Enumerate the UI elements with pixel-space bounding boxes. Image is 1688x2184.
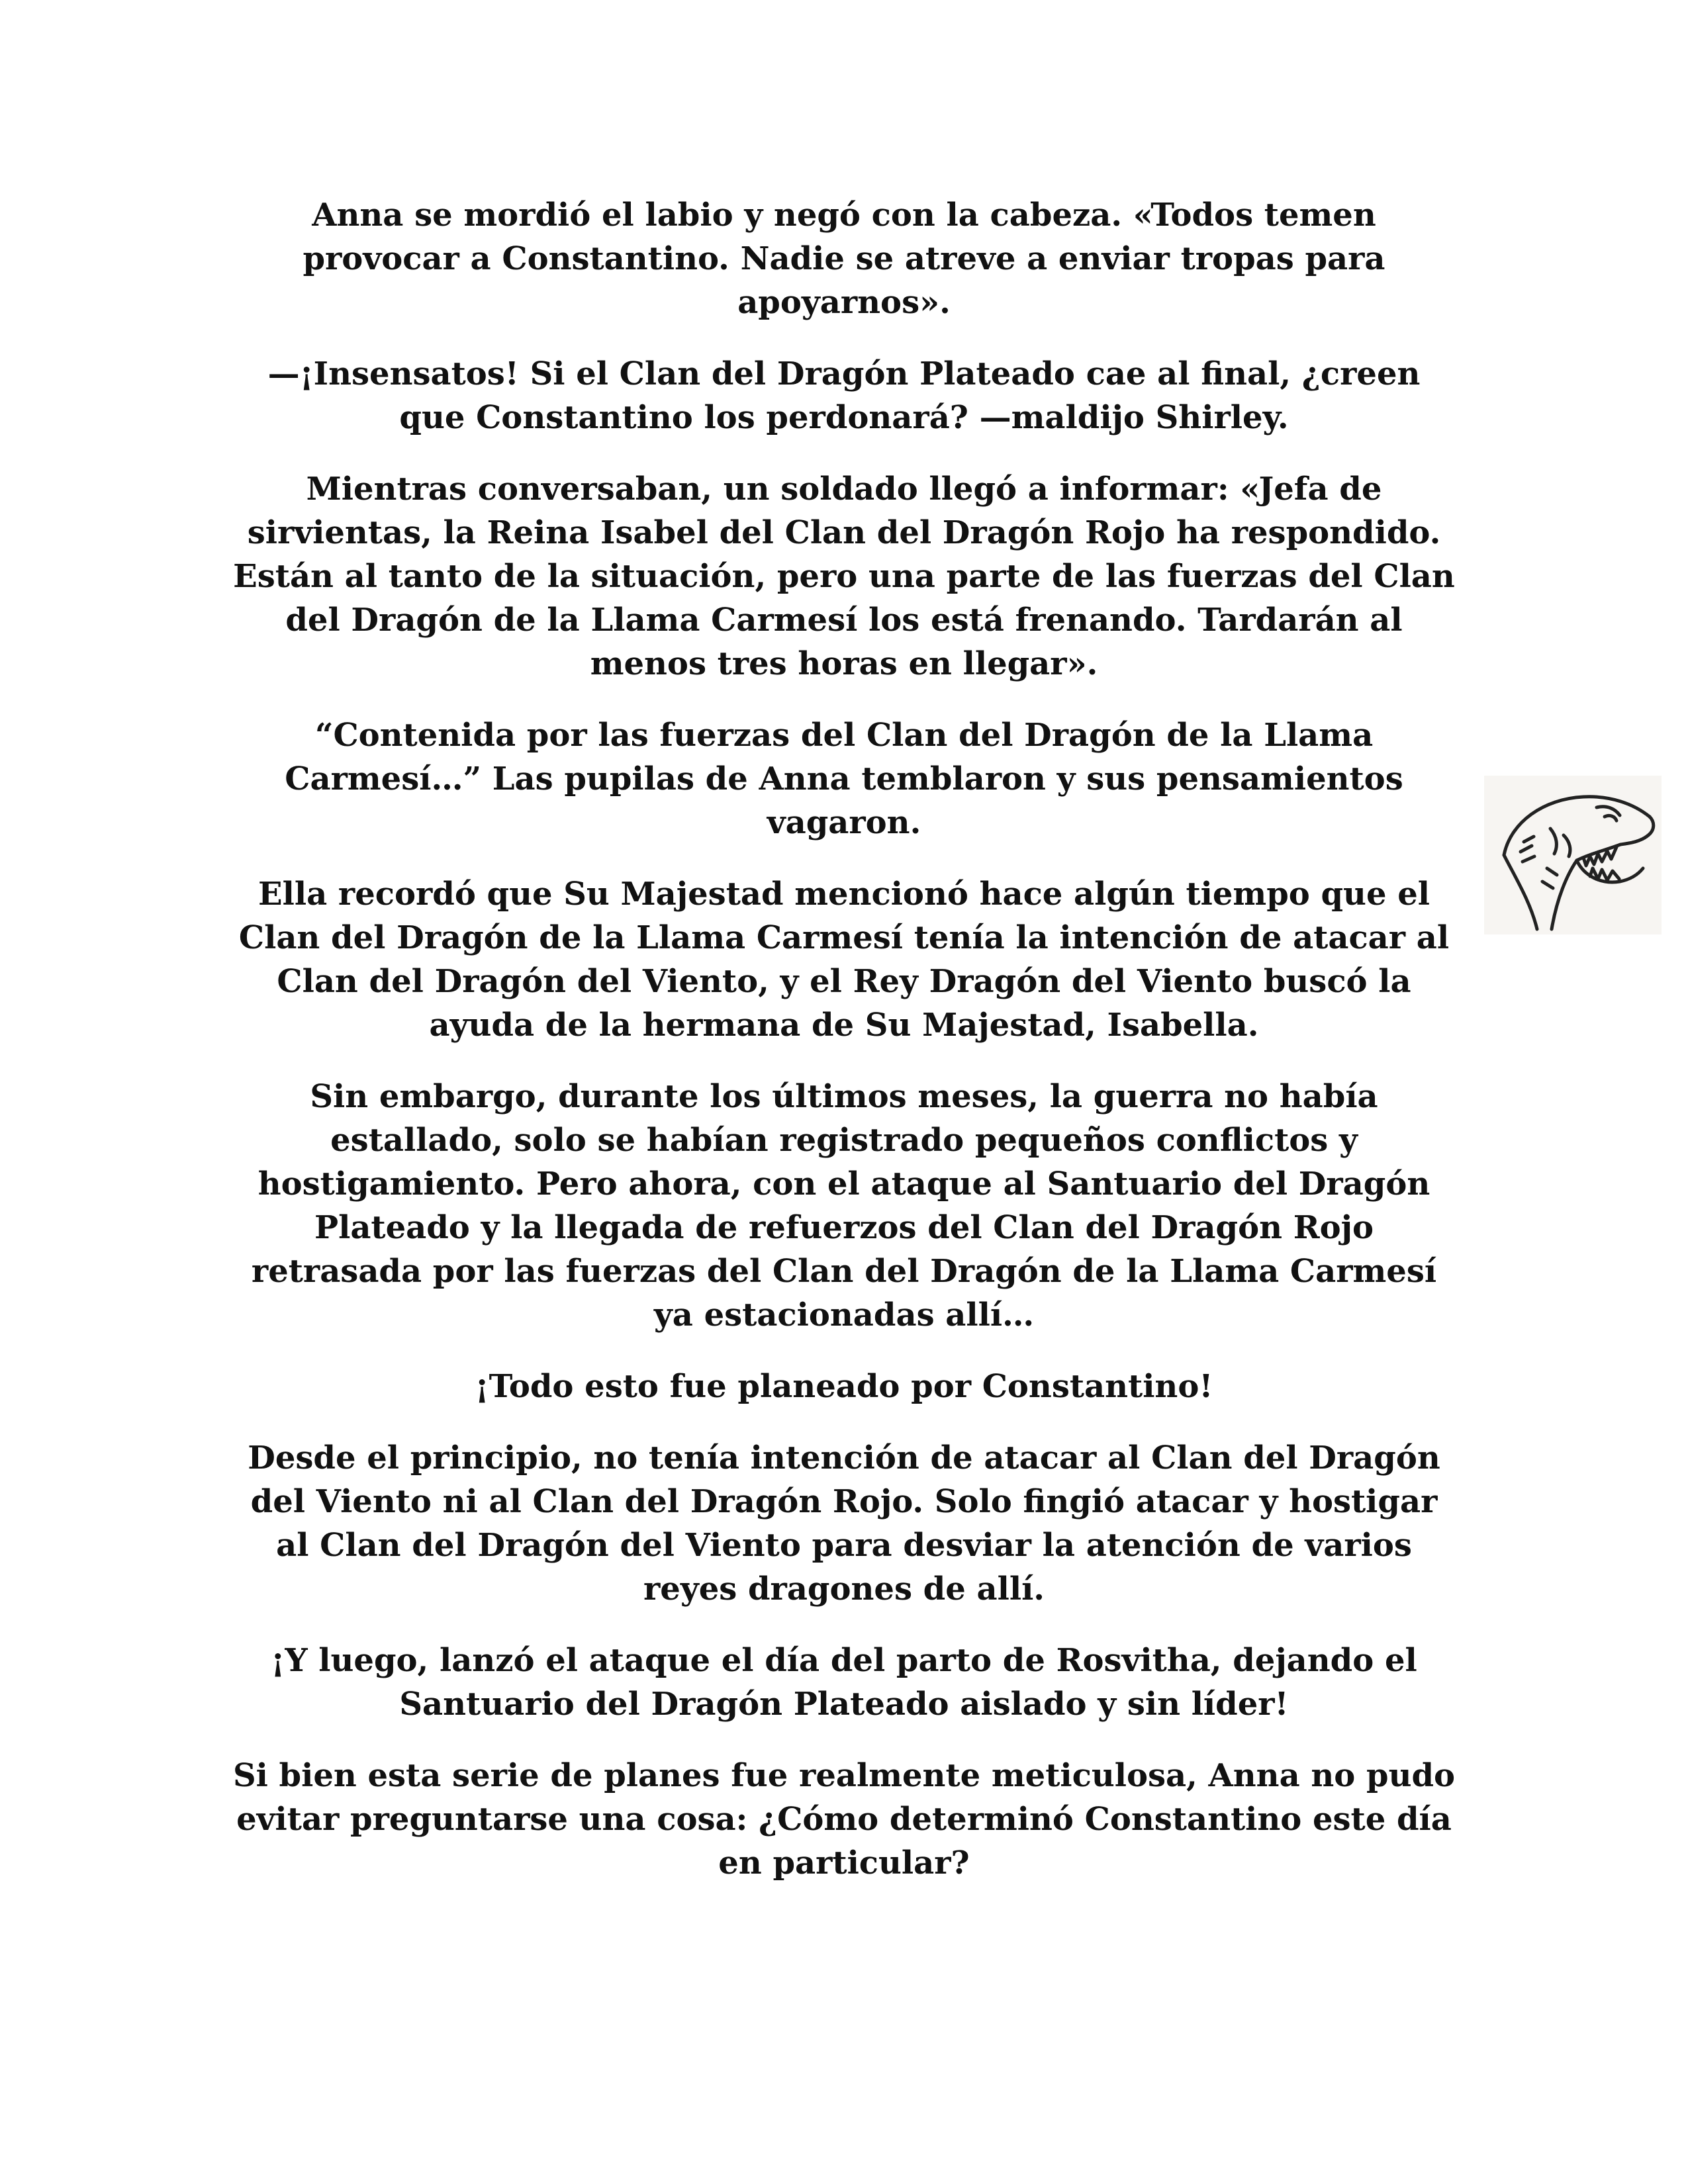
paragraph-4: “Contenida por las fuerzas del Clan del Dragón de la Llama Carmesí…” Las pupilas de Anna temblaron y sus pensamientos vagaron.: [285, 717, 1403, 841]
paragraph-10: Si bien esta serie de planes fue realmente meticulosa, Anna no pudo evitar preguntarse una cosa: ¿Cómo determinó Constantino este día en particular?: [232, 1757, 1456, 1882]
paragraph-8: Desde el principio, no tenía intención de atacar al Clan del Dragón del Viento ni al Clan del Dragón Rojo. Solo fingió atacar y hostigar al Clan del Dragón del Viento para desviar la atención de varios reyes dragones de allí.: [248, 1439, 1440, 1608]
paragraph-6: Sin embargo, durante los últimos meses, la guerra no había estallado, solo se habían registrado pequeños conflictos y hostigamiento. Pero ahora, con el ataque al Santuario del Dragón Plateado y la llegada de refuerzos del Clan del Dragón Rojo retrasada por las fuerzas del Clan del Dragón de la Llama Carmesí ya estacionadas allí…: [251, 1078, 1437, 1334]
paragraph-1: Anna se mordió el labio y negó con la cabeza. «Todos temen provocar a Constantino. Nadie se atreve a enviar tropas para apoyarnos».: [303, 197, 1385, 321]
paragraph-2: —¡Insensatos! Si el Clan del Dragón Plateado cae al final, ¿creen que Constantino los perdonará? —maldijo Shirley.: [267, 355, 1421, 436]
paragraph-9: ¡Y luego, lanzó el ataque el día del parto de Rosvitha, dejando el Santuario del Dragón Plateado aislado y sin líder!: [271, 1642, 1417, 1723]
paragraph-3: Mientras conversaban, un soldado llegó a informar: «Jefa de sirvientas, la Reina Isabel del Clan del Dragón Rojo ha respondido. Están al tanto de la situación, pero una parte de las fuerzas del Clan del Dragón de la Llama Carmesí los está frenando. Tardarán al menos tres horas en llegar».: [233, 471, 1455, 682]
dinosaur-head-sketch-icon: [1484, 776, 1662, 934]
paragraph-5: Ella recordó que Su Majestad mencionó hace algún tiempo que el Clan del Dragón de la Llama Carmesí tenía la intención de atacar al Clan del Dragón del Viento, y el Rey Dragón del Viento buscó la ayuda de la hermana de Su Majestad, Isabella.: [238, 876, 1450, 1044]
body-text: [232, 193, 1456, 1913]
paragraph-7: ¡Todo esto fue planeado por Constantino!: [475, 1368, 1213, 1405]
